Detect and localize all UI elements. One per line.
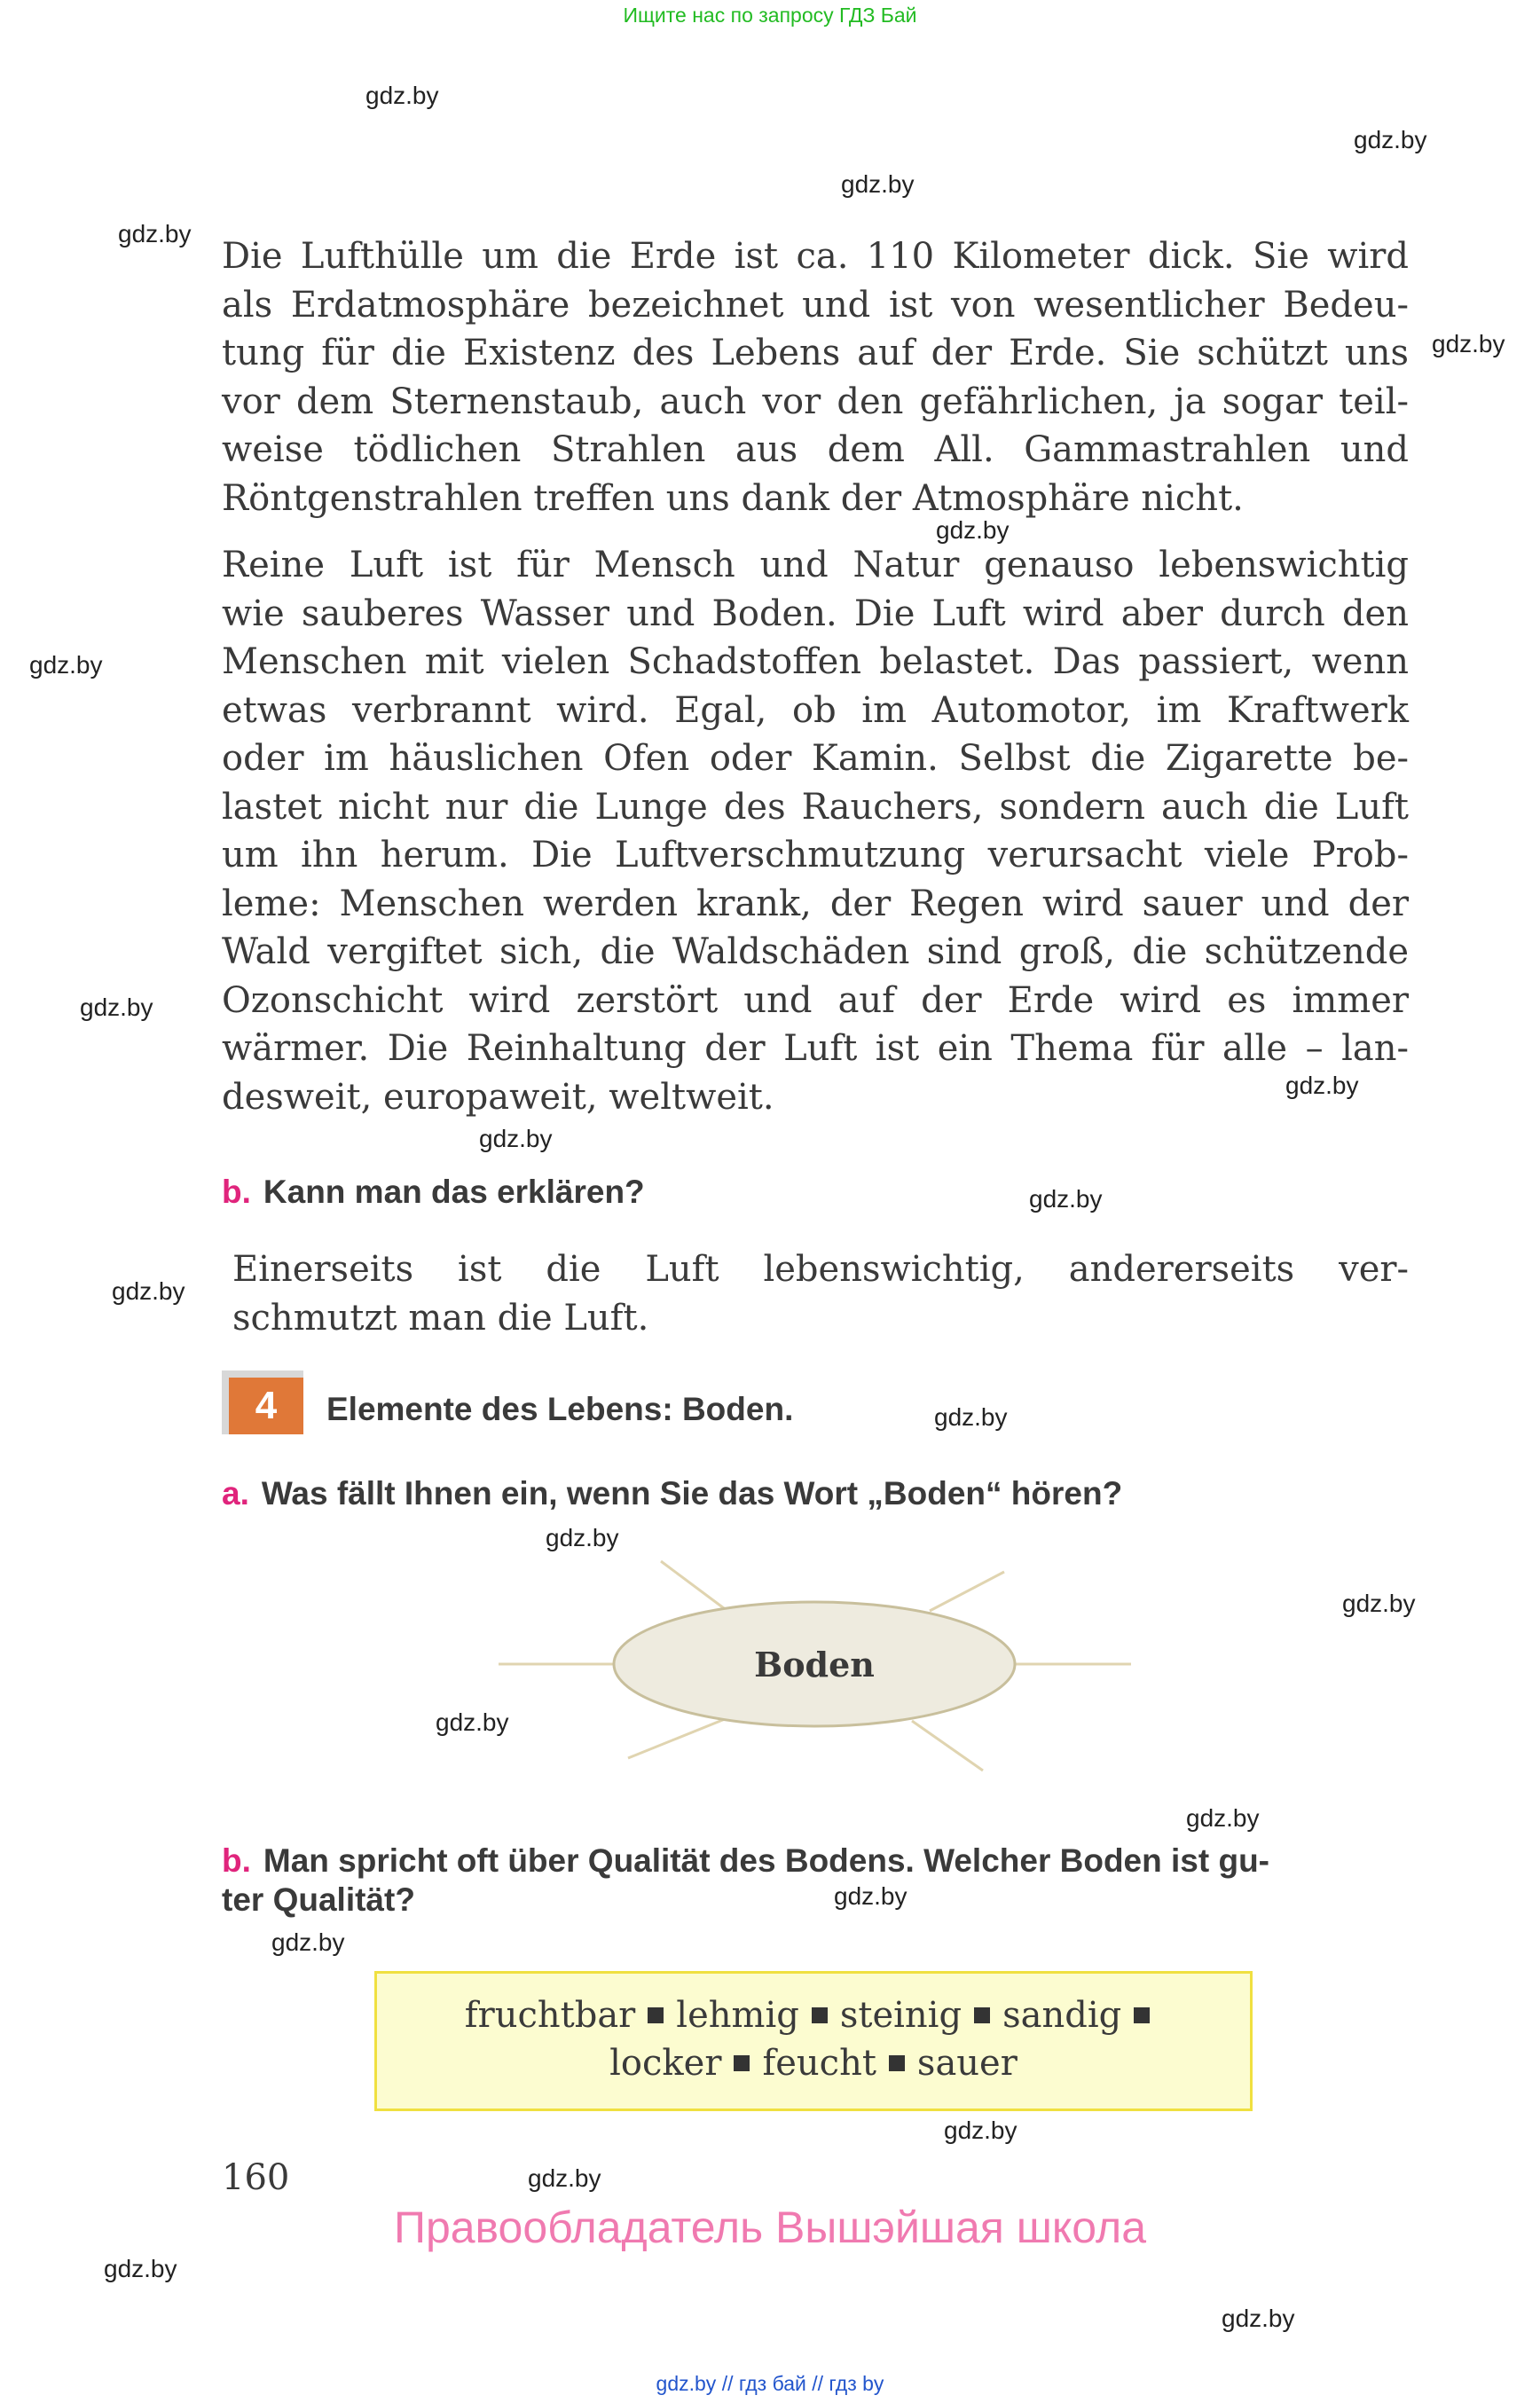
watermark: gdz.by [104,2255,177,2282]
word-box [374,1971,1253,2111]
word-item: locker [609,2043,722,2084]
question-marker: b. [222,1174,251,1210]
word-item: lehmig [676,1995,799,2036]
text-line: um ihn herum. Die Luftverschmutzung verursacht viele Prob- [222,835,1409,876]
question-text: Was fällt Ihnen ein, wenn Sie das Wort „Boden“ hören? [261,1475,1123,1512]
watermark: gdz.by [365,82,439,109]
word-item: steinig [839,1995,962,2036]
square-bullet-icon [734,2055,750,2071]
watermark: gdz.by [1222,2305,1295,2332]
word-item: fruchtbar [464,1995,636,2036]
watermark: gdz.by [1432,330,1505,357]
text-line: schmutzt man die Luft. [232,1297,649,1339]
watermark: gdz.by [271,1928,345,1956]
text-line: Einerseits ist die Luft lebenswichtig, andererseits ver- [232,1249,1409,1290]
mindmap-ray [930,1572,1004,1611]
watermark: gdz.by [944,2116,1018,2144]
text-line: Ozonschicht wird zerstört und auf der Erde wird es immer [222,979,1409,1021]
watermark: gdz.by [1029,1185,1103,1213]
watermark: gdz.by [479,1125,553,1152]
text-line: wärmer. Die Reinhaltung der Luft ist ein Thema für alle – lan- [222,1028,1409,1069]
text-line: Menschen mit vielen Schadstoffen belastet. Das passiert, wenn [222,641,1409,682]
answer-3b [232,1245,1409,1342]
word-row [377,2039,1250,2087]
page-number: 160 [222,2157,290,2198]
mindmap-diagram [479,1552,1153,1783]
square-bullet-icon [812,2007,828,2023]
square-bullet-icon [974,2007,990,2023]
mindmap-ray [912,1721,983,1771]
watermark: gdz.by [436,1708,509,1736]
text-line: desweit, europaweit, weltweit. [222,1076,774,1118]
task-title: Elemente des Lebens: Boden. [326,1391,794,1427]
square-bullet-icon [889,2055,905,2071]
word-item: feucht [762,2043,876,2084]
text-line: Reine Luft ist für Mensch und Natur genauso lebenswichtig [222,545,1409,585]
watermark: gdz.by [841,170,915,198]
watermark: gdz.by [1354,126,1427,153]
question-text: ter Qualität? [222,1881,415,1918]
bottom-banner: gdz.by // гдз бай // гдз by [656,2372,884,2395]
top-banner: Ищите нас по запросу ГДЗ Бай [623,4,917,27]
word-item: sauer [916,2043,1018,2084]
watermark: gdz.by [1342,1590,1416,1617]
text-line: Wald vergiftet sich, die Waldschäden sind groß, die schützende [222,931,1409,972]
copyright-notice: Правообладатель Вышэйшая школа [394,2203,1146,2252]
mindmap-ray [661,1561,727,1611]
watermark: gdz.by [528,2164,601,2192]
question-3b [222,1173,645,1212]
text-line: Röntgenstrahlen treffen uns dank der Atmosphäre nicht. [222,477,1244,519]
mindmap-ray [628,1717,729,1758]
question-4b [222,1842,1269,1920]
paragraph-atmosphere [222,232,1409,522]
watermark: gdz.by [936,516,1010,544]
question-text: Man spricht oft über Qualität des Bodens. Welcher Boden ist gu- [263,1842,1269,1879]
watermark: gdz.by [80,993,153,1021]
watermark: gdz.by [934,1403,1008,1431]
watermark: gdz.by [29,651,103,679]
square-bullet-icon [1134,2007,1150,2023]
watermark: gdz.by [1186,1804,1260,1832]
question-marker: a. [222,1475,249,1512]
watermark: gdz.by [546,1524,619,1551]
watermark: gdz.by [834,1882,908,1910]
text-line: als Erdatmosphäre bezeichnet und ist von wesentlicher Bedeu- [222,284,1409,326]
task-number-badge: 4 [229,1378,303,1434]
text-line: tung für die Existenz des Lebens auf der Erde. Sie schützt uns [222,333,1409,373]
word-row [377,1991,1250,2039]
text-line: etwas verbrannt wird. Egal, ob im Automotor, im Kraftwerk [222,689,1409,731]
text-line: Die Lufthülle um die Erde ist ca. 110 Kilometer dick. Sie wird [222,236,1409,277]
text-line: oder im häuslichen Ofen oder Kamin. Selbst die Zigarette be- [222,738,1409,779]
text-line: leme: Menschen werden krank, der Regen wird sauer und der [222,883,1409,924]
question-marker: b. [222,1842,251,1879]
square-bullet-icon [648,2007,664,2023]
paragraph-air-pollution [222,541,1409,1121]
text-line: wie sauberes Wasser und Boden. Die Luft wird aber durch den [222,593,1409,634]
text-line: vor dem Sternenstaub, auch vor den gefährlichen, ja sogar teil- [222,381,1409,422]
watermark: gdz.by [118,220,192,247]
text-line: weise tödlichen Strahlen aus dem All. Gammastrahlen und [222,429,1409,470]
word-item: sandig [1002,1995,1122,2036]
mindmap-center-label: Boden [754,1645,875,1684]
watermark: gdz.by [112,1277,185,1305]
text-line: lastet nicht nur die Lunge des Rauchers, sondern auch die Luft [222,786,1409,828]
watermark: gdz.by [1285,1072,1359,1099]
question-4a [222,1474,1122,1513]
question-text: Kann man das erklären? [263,1174,645,1210]
